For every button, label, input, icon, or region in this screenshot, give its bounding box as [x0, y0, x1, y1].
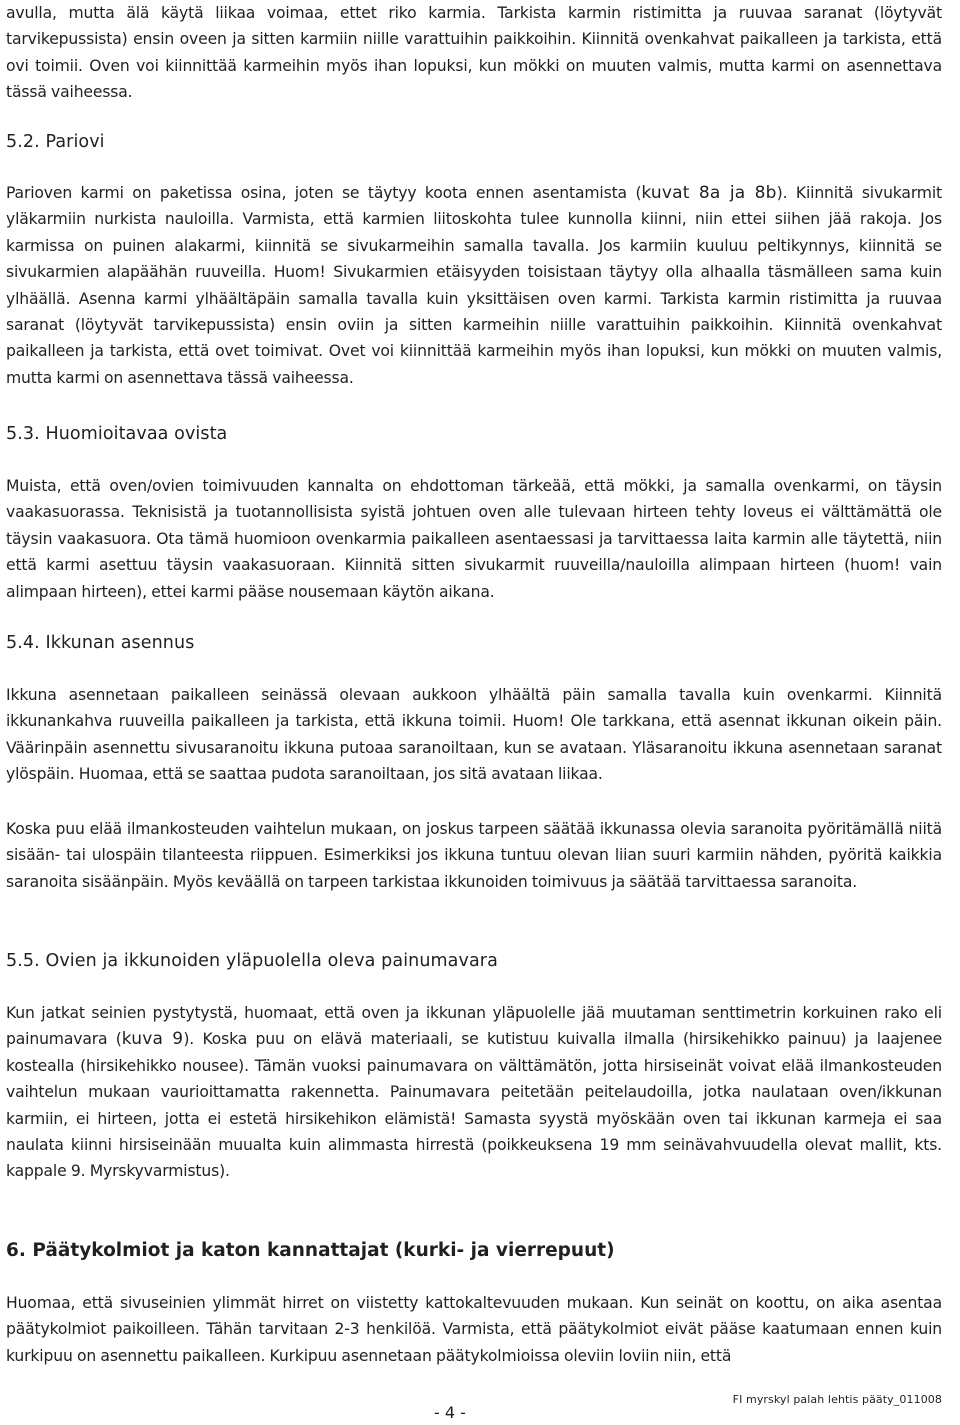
section-5-3-paragraph: Muista, että oven/ovien toimivuuden kannalta on ehdottoman tärkeää, että mökki, ja samalla ovenkarmi, on täysin vaakasuorassa. Teknisistä ja tuotannollisista syistä johtuen oven alle tulevaan hirteen tehty loveus ei välttämättä ole täysin vaakasuora. Ota tämä huomioon ovenkarmia paikalleen asentaessasi ja tarvittaessa laita karmin alle täytettä, niin että karmi asettuu täysin vaakasuoraan. Kiinnitä sitten sivukarmit ruuveilla/nauloilla alimpaan hirteen (huom! vain alimpaan hirteen), ettei karmi pääse nousemaan käytön aikana.: [6, 477, 942, 601]
section-5-5-text-before: Kun jatkat seinien pystytystä, huomaat, että oven ja ikkunan yläpuolelle jää muutaman senttimetrin korkuinen rako eli painumavara (: [6, 1004, 942, 1049]
section-5-2-text-after: ). Kiinnitä sivukarmit yläkarmiin nurkista nauloilla. Varmista, että karmien liitoskohta tulee kunnolla kiinni, niin ettei siihen jää rakoja. Jos karmissa on puinen alakarmi, kiinnitä se sivukarmeihin samalla tavalla. Jos karmiin kuuluu peltikynnys, kiinnitä se sivukarmien alapäähän ruuveilla. Huom! Sivukarmien etäisyyden toisistaan täytyy olla alhaalla täsmälleen sama kuin ylhäällä. Asenna karmi ylhäältäpäin samalla tavalla kuin yksittäisen oven karmi. Tarkista karmin ristimitta ja ruuvaa saranat (löytyvät tarvikepussista) ensin oviin ja sitten karmeihin niille varattuihin paikkoihin. Kiinnitä ovenkahvat paikalleen ja tarkista, että ovet toimivat. Ovet voi kiinnittää karmeihin myös ihan lopuksi, kun mökki on muuten valmis, mutta karmi on asennettava tässä vaiheessa.: [6, 184, 942, 387]
figure-reference-8a-8b: kuvat 8a ja 8b: [641, 183, 777, 203]
document-code: FI myrskyl palah lehtis pääty_011008: [732, 1393, 942, 1406]
section-5-5-text-after: ). Koska puu on elävä materiaali, se kutistuu kuivalla ilmalla (hirsikehikko painuu) ja laajenee kostealla (hirsikehikko nousee). Tämän vuoksi painumavara on välttämätön, jotta hirsiseinät voivat elää ilmankosteuden vaihtelun mukaan vaurioittamatta rakennetta. Painumavara peitetään peitelaudoilla, jotka naulataan oven/ikkunan karmiin, ei hirteen, jotta ei estetä hirsikehikon elämistä! Samasta syystä myöskään oven tai ikkunan karmeja ei saa naulata kiinni hirsiseinään muualta kuin alimmasta hirrestä (poikkeuksena 19 mm seinävahvuudella olevat mallit, kts. kappale 9. Myrskyvarmistus).: [6, 1030, 943, 1181]
figure-reference-9: kuva 9: [121, 1029, 184, 1050]
section-5-3-heading: 5.3. Huomioitavaa ovista: [6, 424, 228, 444]
section-5-4-paragraph-2: Koska puu elää ilmankosteuden vaihtelun mukaan, on joskus tarpeen säätää ikkunassa olevia saranoita pyöritämällä niitä sisään- tai ulospäin tilanteesta riippuen. Esimerkiksi jos ikkuna tuntuu olevan liian suuri karmiin nähden, pyöritä kaikkia saranoita sisäänpäin. Myös keväällä on tarpeen tarkistaa ikkunoiden toimivuus ja säätää tarvittaessa saranoita.: [6, 820, 942, 891]
section-5-2-heading: 5.2. Pariovi: [6, 132, 105, 152]
section-5-2-text-before: Parioven karmi on paketissa osina, joten se täytyy koota ennen asentamista (: [6, 184, 642, 202]
section-5-5-heading: 5.5. Ovien ja ikkunoiden yläpuolella oleva painumavara: [6, 951, 498, 971]
section-6-paragraph: Huomaa, että sivuseinien ylimmät hirret on viistetty kattokaltevuuden mukaan. Kun seinät on koottu, on aika asentaa päätykolmiot paikoilleen. Tähän tarvitaan 2-3 henkilöä. Varmista, että päätykolmiot eivät pääse kaatumaan ennen kuin kurkipuu on asennettu paikalleen. Kurkipuu asennetaan päätykolmioissa oleviin loviin niin, että: [6, 1294, 942, 1365]
section-5-5-paragraph: [6, 1000, 942, 1185]
section-6-heading: 6. Päätykolmiot ja katon kannattajat (kurki- ja vierrepuut): [6, 1240, 615, 1261]
page-number-text: - 4 -: [434, 1403, 466, 1422]
intro-paragraph: avulla, mutta älä käytä liikaa voimaa, ettet riko karmia. Tarkista karmin ristimitta ja ruuvaa saranat (löytyvät tarvikepussista) ensin oveen ja sitten karmiin niille varattuihin paikkoihin. Kiinnitä ovenkahvat paikalleen ja tarkista, että ovi toimii. Oven voi kiinnittää karmeihin myös ihan lopuksi, kun mökki on muuten valmis, mutta karmi on asennettava tässä vaiheessa.: [6, 4, 942, 102]
section-5-2-paragraph: [6, 180, 942, 391]
section-5-4-paragraph-1: Ikkuna asennetaan paikalleen seinässä olevaan aukkoon ylhäältä päin samalla tavalla kuin ovenkarmi. Kiinnitä ikkunankahva ruuveilla paikalleen ja tarkista, että ikkuna toimii. Huom! Ole tarkkana, että asennat ikkunan oikein päin. Väärinpäin asennettu sivusaranoitu ikkuna putoaa saranoiltaan, kun se avataan. Yläsaranoitu ikkuna asennetaan saranat ylöspäin. Huomaa, että se saattaa pudota saranoiltaan, jos sitä avataan liikaa.: [6, 686, 942, 784]
section-5-4-heading: 5.4. Ikkunan asennus: [6, 633, 195, 653]
